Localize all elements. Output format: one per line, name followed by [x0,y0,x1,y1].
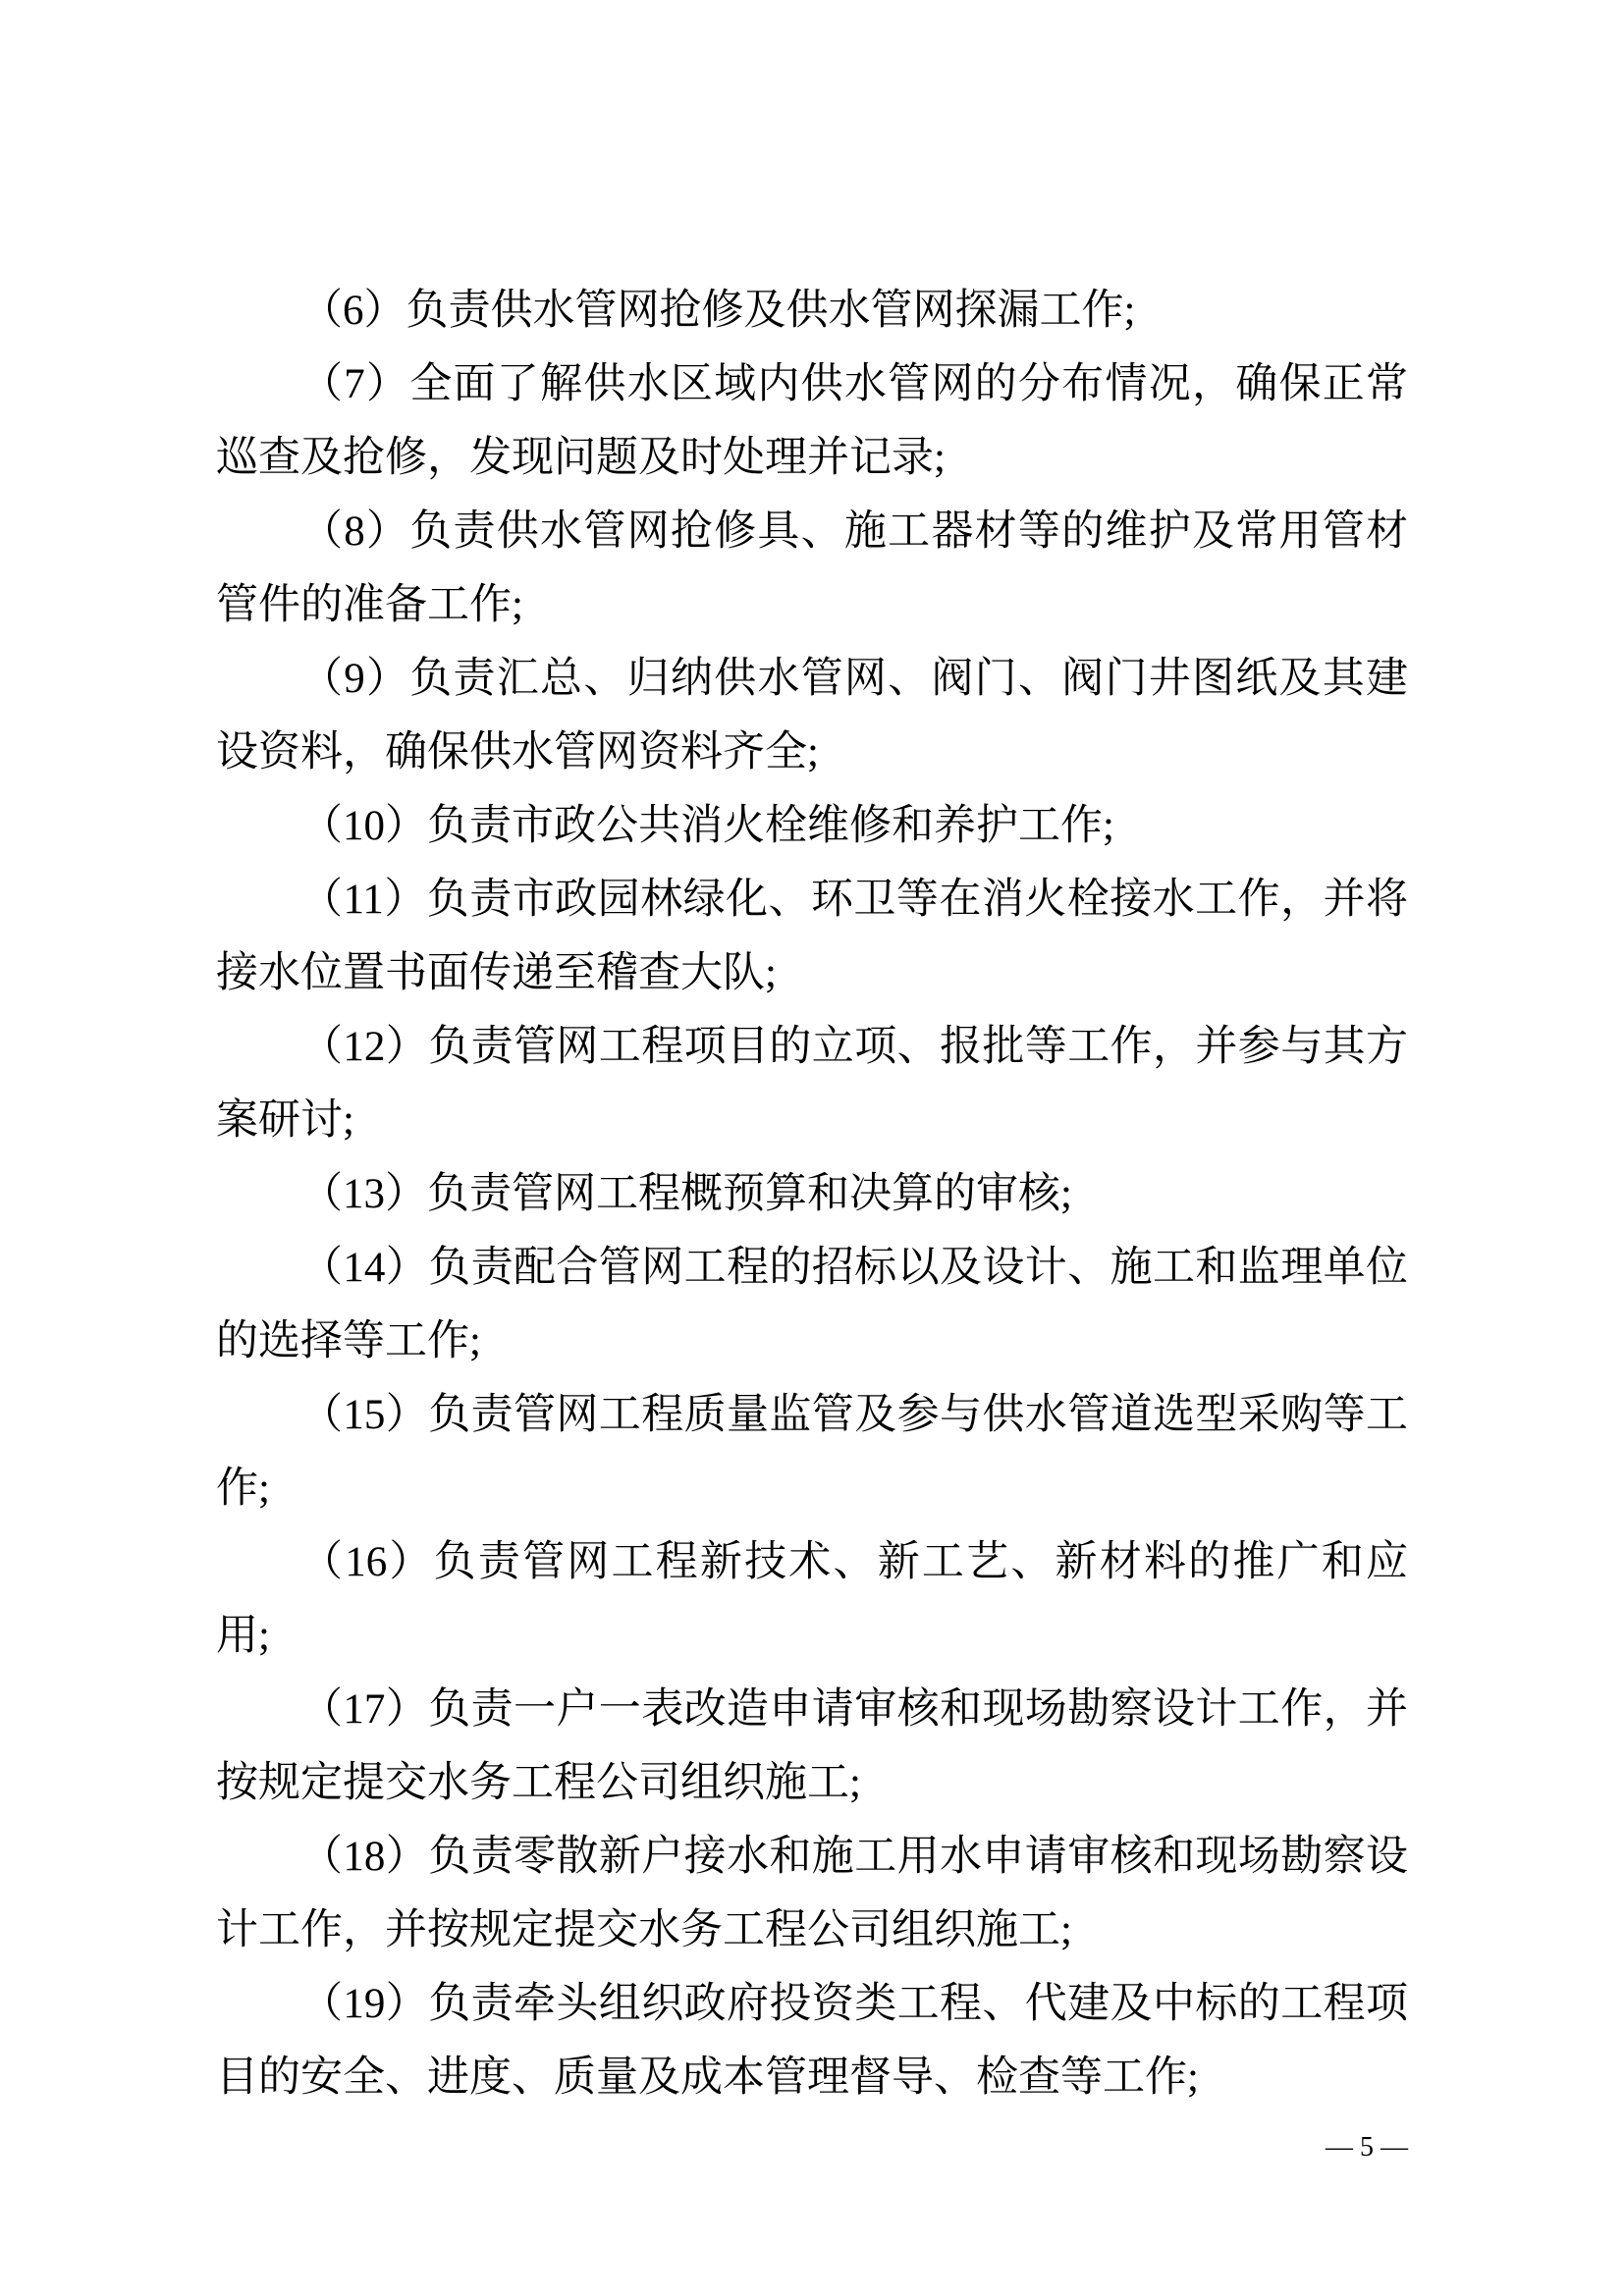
clause-item-19: （19）负责牵头组织政府投资类工程、代建及中标的工程项目的安全、进度、质量及成本管理督导、检查等工作; [216,1981,1408,2101]
clause-item-15: （15）负责管网工程质量监管及参与供水管道选型采购等工作; [216,1392,1408,1512]
clause-item-13: （13）负责管网工程概预算和决算的审核; [300,1171,1072,1217]
page-number: — 5 — [1326,2132,1408,2163]
clause-item-10: （10）负责市政公共消火栓维修和养护工作; [300,803,1114,849]
clause-item-8: （8）负责供水管网抢修具、施工器材等的维护及常用管材管件的准备工作; [216,508,1408,628]
clause-item-11: （11）负责市政园林绿化、环卫等在消火栓接水工作，并将接水位置书面传递至稽查大队; [216,877,1408,996]
clause-item-14: （14）负责配合管网工程的招标以及设计、施工和监理单位的选择等工作; [216,1245,1408,1364]
clause-item-17: （17）负责一户一表改造申请审核和现场勘察设计工作，并按规定提交水务工程公司组织施工; [216,1686,1408,1806]
clause-item-18: （18）负责零散新户接水和施工用水申请审核和现场勘察设计工作，并按规定提交水务工程公司组织施工; [216,1834,1408,1953]
clause-item-9: （9）负责汇总、归纳供水管网、阀门、阀门井图纸及其建设资料，确保供水管网资料齐全; [216,656,1408,775]
clause-item-12: （12）负责管网工程项目的立项、报批等工作，并参与其方案研讨; [216,1024,1408,1144]
clause-item-6: （6）负责供水管网抢修及供水管网探漏工作; [300,288,1136,334]
document-body [216,274,1408,2114]
clause-item-7: （7）全面了解供水区域内供水管网的分布情况，确保正常巡查及抢修，发现问题及时处理并记录; [216,361,1408,481]
clause-item-16: （16）负责管网工程新技术、新工艺、新材料的推广和应用; [216,1539,1408,1659]
